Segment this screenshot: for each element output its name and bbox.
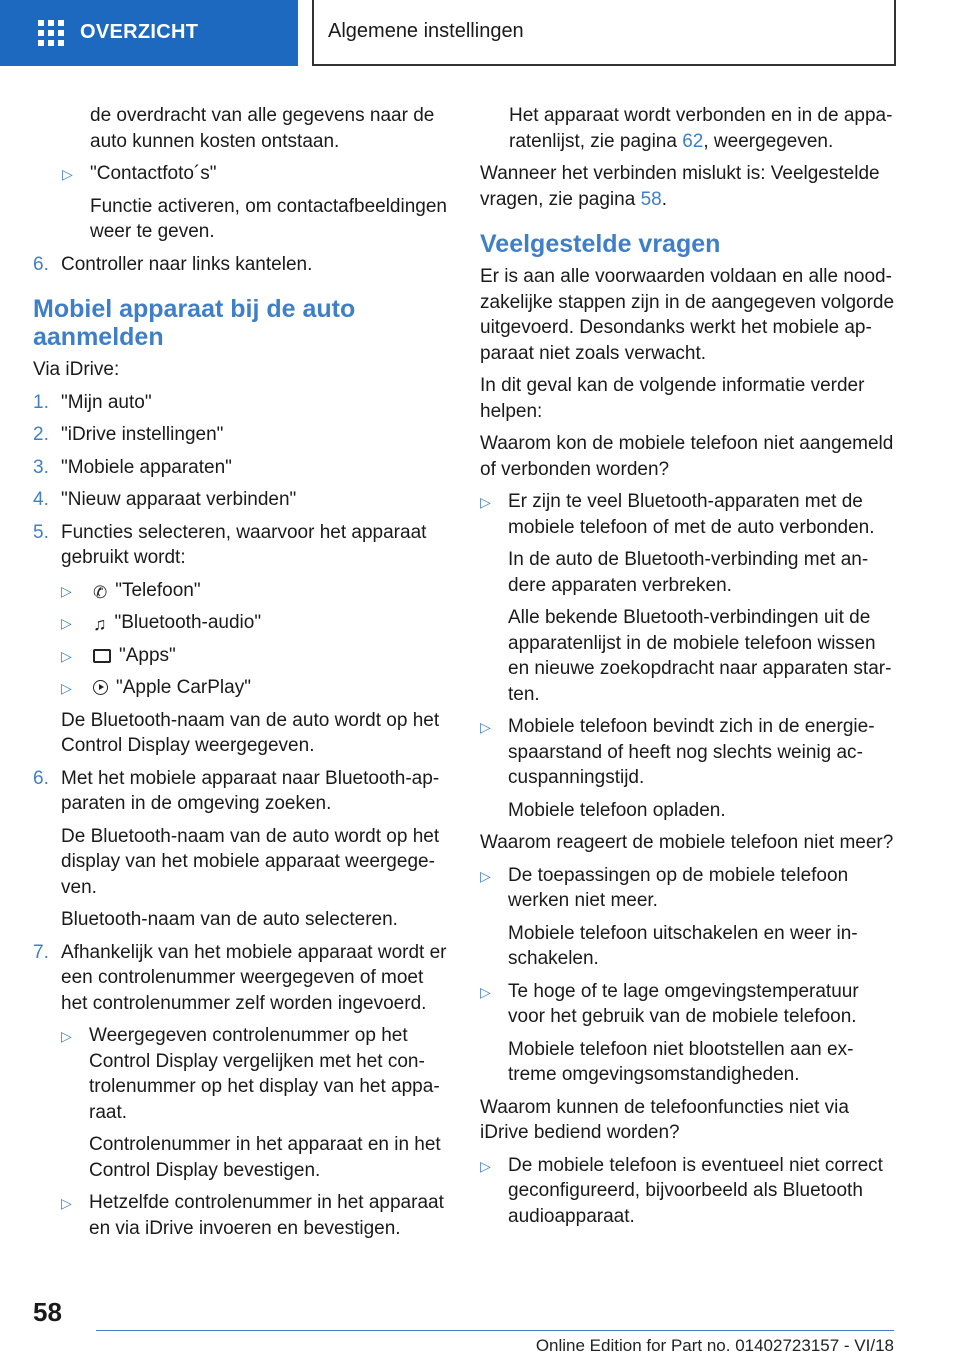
section-heading: Mobiel apparaat bij de auto aanmelden: [33, 295, 356, 351]
bullet-item: [480, 979, 895, 1030]
paragraph: Via iDrive:: [33, 359, 120, 380]
function-label: "Apps": [119, 644, 176, 666]
triangle-bullet-icon: ▷: [61, 615, 72, 631]
paragraph: Controlenummer in het apparaat en in het Control Display bevestigen.: [89, 1134, 441, 1181]
function-item-audio: [61, 610, 448, 636]
footer-edition: [96, 1333, 894, 1359]
paragraph: De Bluetooth-naam van de auto wordt op het Control Display weergegeven.: [61, 709, 440, 756]
footer-divider: [96, 1330, 894, 1331]
triangle-bullet-icon: ▷: [480, 1157, 491, 1174]
question: Waarom kon de mobiele telefoon niet aangemeld of verbonden worden?: [480, 433, 894, 480]
bullet-item: [61, 1023, 448, 1125]
step-text: Functies selecteren, waarvoor het apparaat gebruikt wordt:: [61, 521, 427, 568]
step-number: 1.: [33, 391, 49, 413]
step-item: [33, 487, 448, 513]
step-item: [33, 390, 448, 416]
overview-tab[interactable]: [0, 0, 298, 66]
paragraph: Mobiele telefoon uitschakelen en weer inschakelen.: [508, 922, 858, 969]
bullet-text: De toepassingen op de mobiele telefoon werken niet meer.: [508, 864, 849, 911]
step-item: [33, 252, 448, 278]
paragraph: Bluetooth-naam van de auto selecteren.: [61, 909, 398, 930]
text: .: [661, 188, 667, 210]
apps-icon: [93, 649, 111, 663]
page-number: 58: [33, 1297, 62, 1327]
right-column: [480, 103, 895, 1236]
step-text: Afhankelijk van het mobiele apparaat wordt er een controlenummer weergegeven of moet het controlenummer zelf worden ingevoerd.: [61, 941, 447, 1014]
section-title-tab[interactable]: [312, 0, 896, 66]
paragraph: [480, 161, 895, 212]
bullet-item: [480, 863, 895, 914]
text: Wanneer het verbinden mislukt is: Veelgestelde vragen, zie pagina: [480, 163, 880, 210]
bullet-text: "Contactfoto´s": [90, 163, 217, 184]
text: Het apparaat wordt verbonden en in de apparatenlijst, zie pagina: [509, 105, 893, 152]
question: Waarom kunnen de telefoonfuncties niet via iDrive bediend worden?: [480, 1096, 849, 1143]
section-heading: Veelgestelde vragen: [480, 230, 721, 258]
step-item: [33, 455, 448, 481]
triangle-bullet-icon: ▷: [480, 983, 491, 1000]
grid-menu-icon: [38, 20, 64, 46]
paragraph: In de auto de Bluetooth-verbinding met andere apparaten verbreken.: [508, 549, 869, 596]
function-item-apps: [61, 643, 448, 669]
triangle-bullet-icon: ▷: [480, 719, 491, 735]
function-label: "Bluetooth-audio": [114, 612, 262, 633]
bullet-item: [480, 1153, 895, 1230]
section-title: Algemene instellingen: [328, 20, 524, 43]
triangle-bullet-icon: ▷: [61, 1028, 72, 1044]
step-number: 5.: [33, 521, 49, 543]
bullet-item: [480, 714, 895, 791]
music-note-icon: ♫: [93, 614, 107, 634]
step-number: 3.: [33, 456, 49, 478]
triangle-bullet-icon: ▷: [480, 494, 491, 510]
step-item: [33, 766, 448, 817]
paragraph: In dit geval kan de volgende informatie verder helpen:: [480, 375, 865, 422]
paragraph: Alle bekende Bluetooth-verbindingen uit de apparatenlijst in de mobiele telefoon wissen en nieuwe zoekopdracht naar apparaten starten.: [508, 607, 892, 705]
bullet-text: Mobiele telefoon bevindt zich in de energiespaarstand of heeft nog slechts weinig accuspanningstijd.: [508, 716, 875, 788]
bullet-text: Er zijn te veel Bluetooth-apparaten met de mobiele telefoon of met de auto verbonden.: [508, 491, 875, 538]
triangle-bullet-icon: ▷: [62, 166, 73, 182]
step-number: 6.: [33, 767, 49, 789]
step-text: Met het mobiele apparaat naar Bluetooth-apparaten in de omgeving zoeken.: [61, 767, 440, 814]
paragraph: Mobiele telefoon opladen.: [508, 799, 726, 821]
step-number: 4.: [33, 489, 49, 510]
question: Waarom reageert de mobiele telefoon niet meer?: [480, 832, 894, 853]
triangle-bullet-icon: ▷: [61, 680, 72, 696]
bullet-text: Hetzelfde controlenummer in het apparaat en via iDrive invoeren en bevestigen.: [89, 1192, 444, 1239]
triangle-bullet-icon: ▷: [61, 582, 72, 599]
page-link[interactable]: 58: [640, 188, 662, 210]
bullet-item: [480, 489, 895, 540]
paragraph: De Bluetooth-naam van de auto wordt op het display van het mobiele apparaat weergegeven.: [61, 825, 440, 898]
bullet-item: [62, 161, 448, 187]
paragraph: Functie activeren, om contactafbeeldingen weer te geven.: [90, 195, 447, 242]
bullet-text: Te hoge of te lage omgevingstemperatuur voor het gebruik van de mobiele telefoon.: [508, 980, 859, 1027]
bullet-text: De mobiele telefoon is eventueel niet correct geconfigureerd, bijvoorbeeld als Bluetooth audioapparaat.: [508, 1154, 883, 1227]
text: , weergegeven.: [703, 130, 834, 152]
step-item: [33, 422, 448, 448]
triangle-bullet-icon: ▷: [480, 867, 491, 884]
step-text: "Mobiele apparaten": [61, 456, 232, 478]
function-item-carplay: [61, 675, 448, 701]
overview-tab-label: OVERZICHT: [80, 21, 199, 44]
step-text: "Mijn auto": [61, 391, 152, 413]
edition-text: Online Edition for Part no. 01402723157 - VI/18: [535, 1336, 894, 1355]
step-text: Controller naar links kantelen.: [61, 253, 313, 275]
paragraph: de overdracht van alle gegevens naar de auto kunnen kosten ontstaan.: [90, 105, 435, 152]
step-number: 7.: [33, 941, 49, 963]
function-label: "Telefoon": [115, 579, 201, 601]
left-column: [33, 103, 448, 1248]
bullet-item: [61, 1190, 448, 1241]
paragraph: Mobiele telefoon niet blootstellen aan extreme omgevingsomstandigheden.: [508, 1038, 854, 1085]
function-label: "Apple CarPlay": [116, 677, 251, 698]
triangle-bullet-icon: ▷: [61, 647, 72, 664]
paragraph: [480, 103, 895, 154]
step-text: "Nieuw apparaat verbinden": [61, 489, 297, 510]
step-number: 6.: [33, 253, 49, 275]
step-item: [33, 520, 448, 571]
step-number: 2.: [33, 424, 49, 445]
paragraph: Er is aan alle voorwaarden voldaan en alle noodzakelijke stappen zijn in de aangegeven volgorde uitgevoerd. Desondanks werkt het mobiele apparaat niet zoals verwacht.: [480, 266, 895, 364]
step-item: [33, 940, 448, 1017]
function-item-phone: [61, 578, 448, 604]
carplay-icon: [93, 680, 108, 695]
triangle-bullet-icon: ▷: [61, 1195, 72, 1211]
phone-icon: ✆: [93, 582, 108, 602]
page-link[interactable]: 62: [682, 130, 704, 152]
bullet-text: Weergegeven controlenummer op het Control Display vergelijken met het controlenummer op het display van het apparaat.: [89, 1025, 440, 1123]
step-text: "iDrive instellingen": [61, 424, 224, 445]
top-bar: [0, 0, 960, 66]
